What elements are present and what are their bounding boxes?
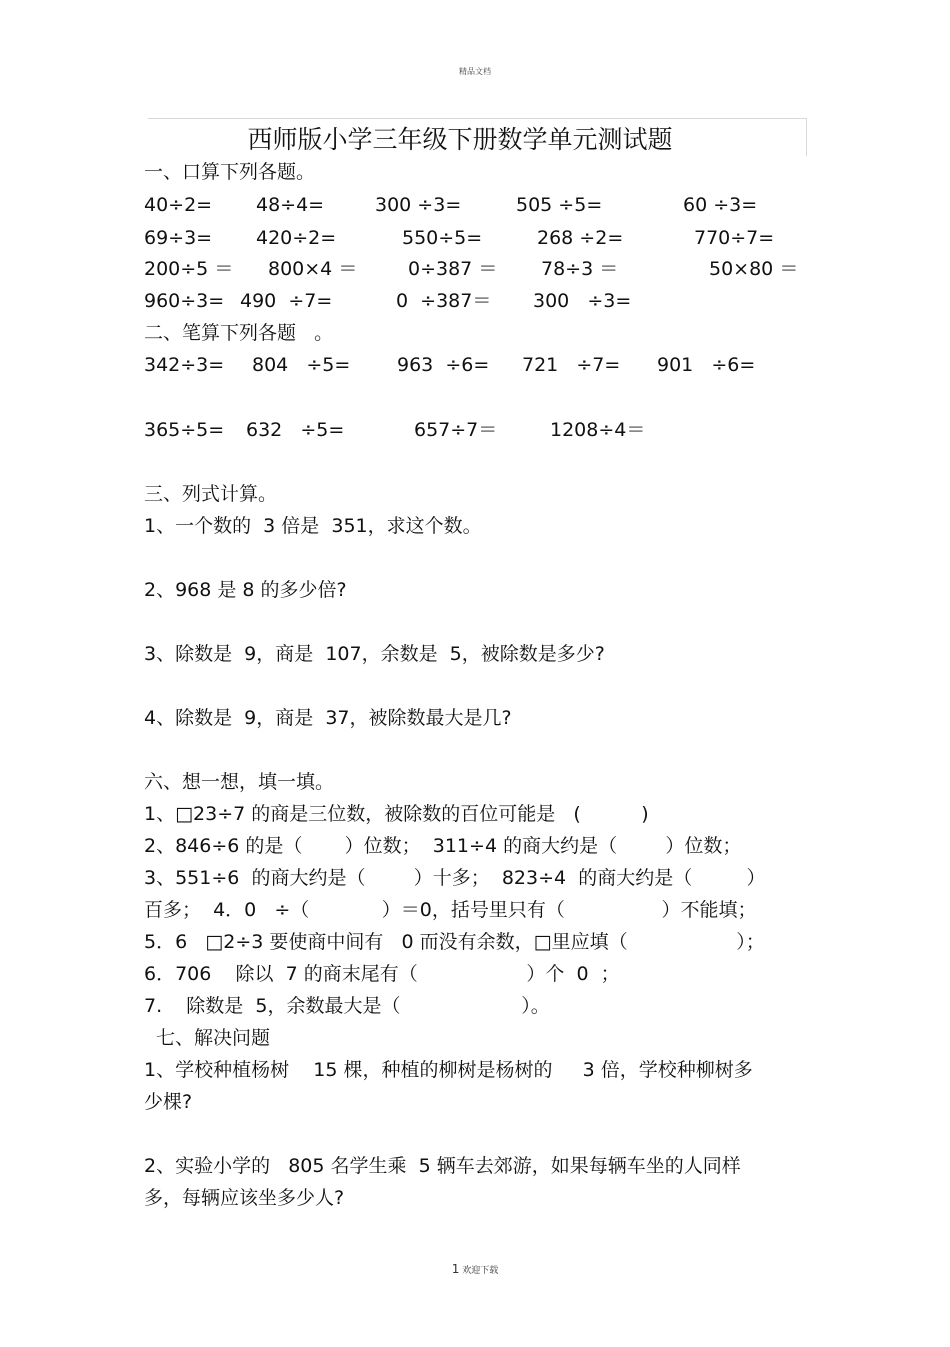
calc-question: 1、一个数的 3 倍是 351，求这个数。	[144, 515, 482, 537]
page-footer	[0, 1262, 950, 1276]
oral-item: 0 ÷387＝	[396, 290, 492, 312]
word-problem-line: 2、实验小学的 805 名学生乘 5 辆车去郊游，如果每辆车坐的人同样	[144, 1155, 741, 1177]
footer-text: 欢迎下载	[462, 1266, 499, 1276]
calc-question: 4、除数是 9，商是 37，被除数最大是几?	[144, 707, 512, 729]
page-number: 1	[451, 1262, 460, 1276]
written-item: 632 ÷5=	[246, 419, 345, 441]
fill-line: 5．6 □2÷3 要使商中间有 0 而没有余数，□里应填（ ）；	[144, 931, 765, 953]
section-3-heading: 三、列式计算。	[144, 483, 278, 505]
oral-item: 0÷387 ＝	[408, 258, 498, 280]
written-item: 657÷7＝	[414, 419, 498, 441]
oral-item: 268 ÷2=	[537, 227, 624, 249]
fill-line: 3、551÷6 的商大约是（ ）十多； 823÷4 的商大约是（ ）	[144, 867, 766, 889]
oral-item: 800×4 ＝	[268, 258, 358, 280]
oral-item: 300 ÷3=	[375, 194, 462, 216]
word-problem-line: 少棵?	[144, 1091, 193, 1113]
oral-item: 50×80 ＝	[709, 258, 799, 280]
written-item: 1208÷4＝	[550, 419, 646, 441]
fill-line: 1、□23÷7 的商是三位数，被除数的百位可能是 ( )	[144, 803, 649, 825]
calc-question: 2、968 是 8 的多少倍?	[144, 579, 347, 601]
oral-item: 505 ÷5=	[516, 194, 603, 216]
word-problem-line: 多，每辆应该坐多少人?	[144, 1187, 345, 1209]
oral-item: 200÷5 ＝	[144, 258, 234, 280]
section-6-heading: 六、想一想，填一填。	[144, 771, 335, 793]
title-rule	[148, 118, 806, 119]
written-item: 804 ÷5=	[252, 354, 351, 376]
oral-item: 48÷4=	[256, 194, 325, 216]
word-problem-line: 1、学校种植杨树 15 棵，种植的柳树是杨树的 3 倍，学校种柳树多	[144, 1059, 753, 1081]
written-item: 342÷3=	[144, 354, 225, 376]
section-1-heading: 一、口算下列各题。	[144, 161, 316, 183]
oral-item: 40÷2=	[144, 194, 213, 216]
oral-item: 550÷5=	[402, 227, 483, 249]
oral-item: 300 ÷3=	[533, 290, 632, 312]
fill-line: 6．706 除以 7 的商末尾有（ ）个 0 ；	[144, 963, 620, 985]
oral-item: 78÷3 ＝	[541, 258, 619, 280]
written-item: 963 ÷6=	[397, 354, 490, 376]
section-2-heading: 二、笔算下列各题 。	[144, 322, 334, 344]
fill-line: 7. 除数是 5，余数最大是（ ）。	[144, 995, 550, 1017]
written-item: 721 ÷7=	[522, 354, 621, 376]
page-header: 精品文档	[459, 67, 491, 76]
oral-item: 60 ÷3=	[683, 194, 758, 216]
written-item: 901 ÷6=	[657, 354, 756, 376]
section-7-heading: 七、解决问题	[156, 1027, 271, 1049]
oral-item: 960÷3=	[144, 290, 225, 312]
oral-item: 69÷3=	[144, 227, 213, 249]
fill-line: 百多； 4．0 ÷（ ）＝0，括号里只有（ ）不能填；	[144, 899, 757, 921]
oral-item: 420÷2=	[256, 227, 337, 249]
fill-line: 2、846÷6 的是（ ）位数； 311÷4 的商大约是（ ）位数；	[144, 835, 742, 857]
document-title: 西师版小学三年级下册数学单元测试题	[247, 125, 673, 154]
calc-question: 3、除数是 9，商是 107，余数是 5，被除数是多少?	[144, 643, 605, 665]
written-item: 365÷5=	[144, 419, 225, 441]
oral-item: 770÷7=	[694, 227, 775, 249]
oral-item: 490 ÷7=	[240, 290, 333, 312]
